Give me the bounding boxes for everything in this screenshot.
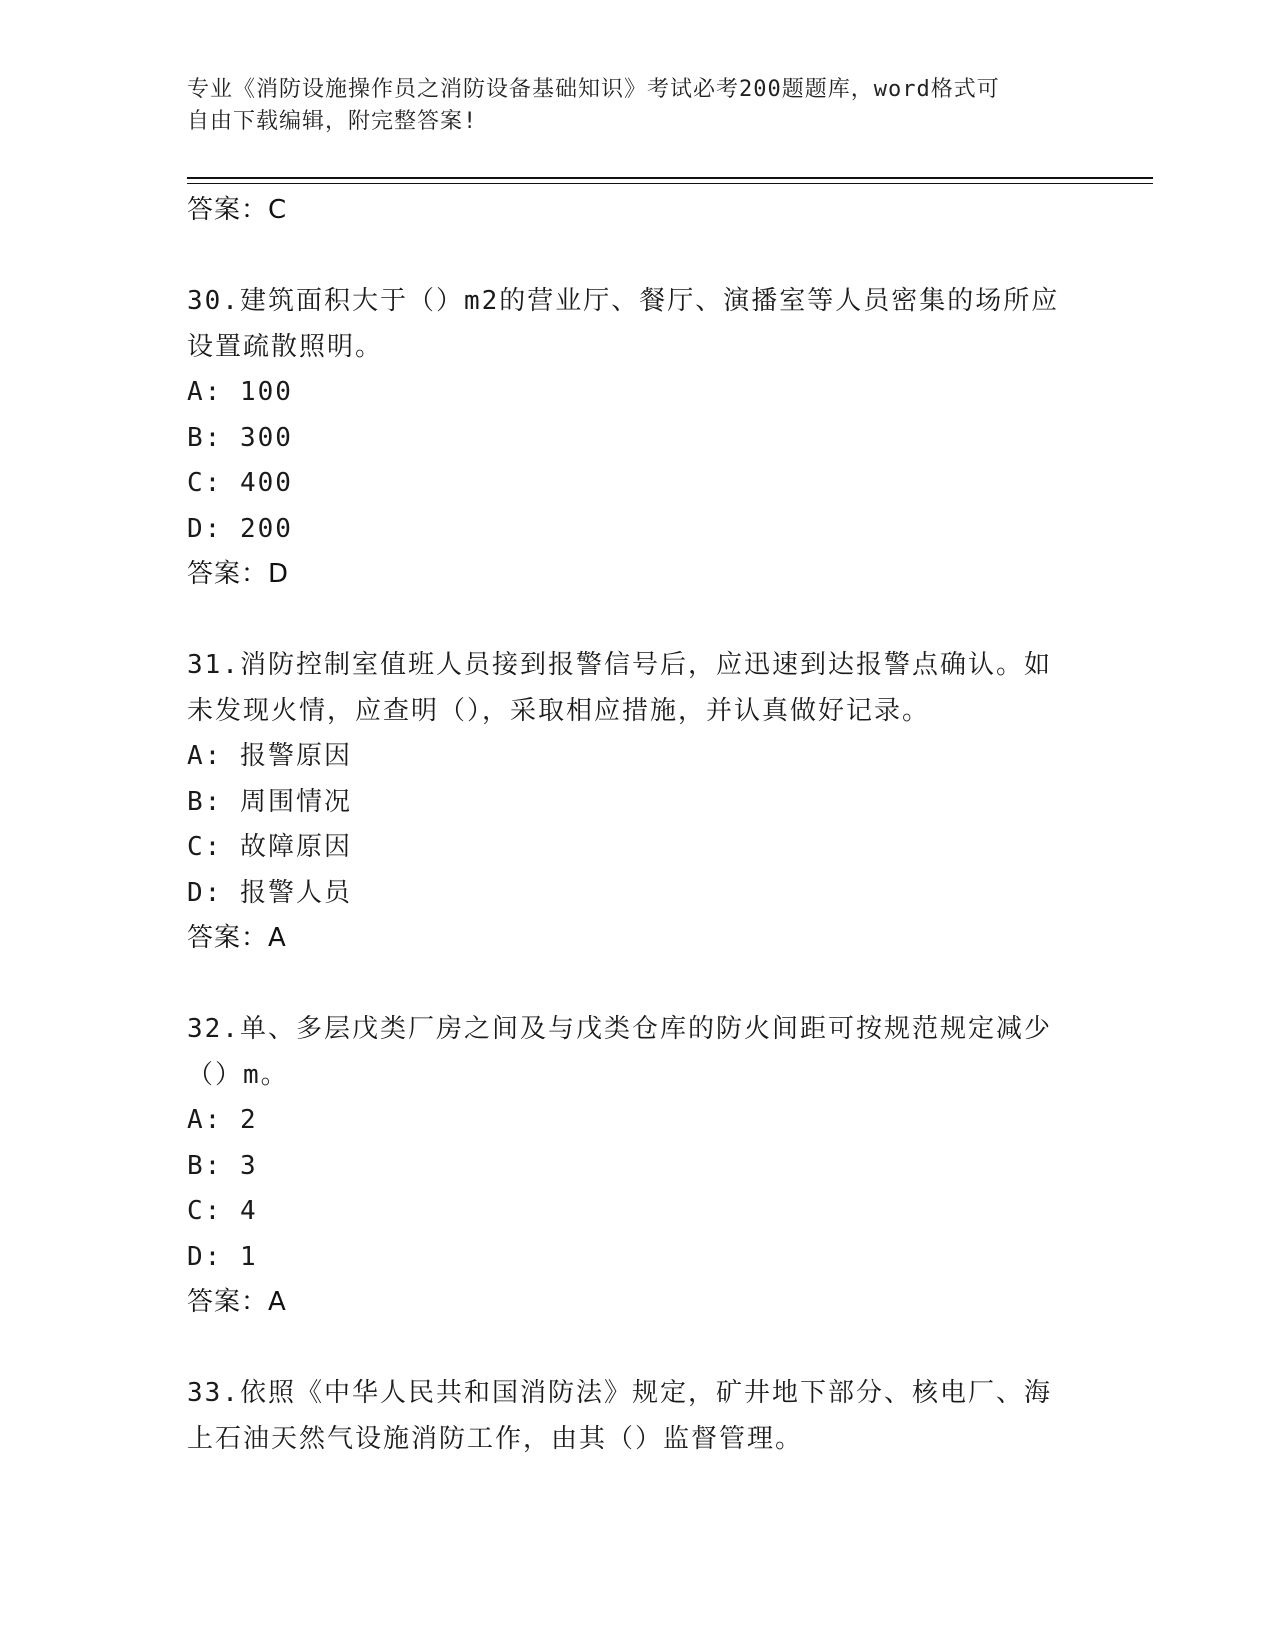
question-32 bbox=[187, 1007, 1087, 1326]
question-text: 30.建筑面积大于（）m2的营业厅、餐厅、演播室等人员密集的场所应 bbox=[187, 286, 1060, 316]
answer-line: 答案：D bbox=[187, 559, 290, 589]
header-rule-thick bbox=[187, 177, 1153, 179]
answer-line: 答案：A bbox=[187, 923, 287, 953]
question-text: 上石油天然气设施消防工作，由其（）监督管理。 bbox=[187, 1423, 804, 1454]
option-d: D: 200 bbox=[187, 513, 293, 544]
document-header bbox=[187, 74, 1087, 138]
question-list bbox=[187, 188, 1087, 1462]
question-31 bbox=[187, 643, 1087, 962]
option-b: B: 周围情况 bbox=[187, 786, 352, 817]
option-c: C: 故障原因 bbox=[187, 832, 352, 862]
question-30 bbox=[187, 279, 1087, 598]
spacer bbox=[187, 234, 1087, 280]
spacer bbox=[187, 962, 1087, 1008]
question-text: 33.依照《中华人民共和国消防法》规定，矿井地下部分、核电厂、海 bbox=[187, 1378, 1052, 1408]
question-text: 设置疏散照明。 bbox=[187, 331, 384, 362]
header-rule-thin bbox=[187, 183, 1153, 184]
option-a: A: 100 bbox=[187, 377, 293, 407]
question-text: 31.消防控制室值班人员接到报警信号后，应迅速到达报警点确认。如 bbox=[187, 650, 1052, 680]
option-d: D: 1 bbox=[187, 1241, 258, 1272]
header-line-1: 专业《消防设施操作员之消防设备基础知识》考试必考200题题库，word格式可 bbox=[187, 77, 1000, 102]
option-c: C: 4 bbox=[187, 1196, 258, 1226]
spacer bbox=[187, 598, 1087, 644]
option-d: D: 报警人员 bbox=[187, 877, 352, 908]
answer-line: 答案：C bbox=[187, 195, 288, 225]
question-33 bbox=[187, 1371, 1087, 1462]
header-line-2: 自由下载编辑，附完整答案! bbox=[187, 109, 478, 134]
option-c: C: 400 bbox=[187, 468, 293, 498]
spacer bbox=[187, 1326, 1087, 1372]
question-text: 未发现火情，应查明（），采取相应措施，并认真做好记录。 bbox=[187, 695, 931, 726]
option-b: B: 3 bbox=[187, 1150, 258, 1181]
question-text: 32.单、多层戊类厂房之间及与戊类仓库的防火间距可按规范规定减少 bbox=[187, 1014, 1052, 1044]
answer-line: 答案：A bbox=[187, 1287, 287, 1317]
option-a: A: 2 bbox=[187, 1105, 258, 1135]
option-a: A: 报警原因 bbox=[187, 741, 352, 771]
option-b: B: 300 bbox=[187, 422, 293, 453]
question-text: （）m。 bbox=[187, 1059, 289, 1090]
